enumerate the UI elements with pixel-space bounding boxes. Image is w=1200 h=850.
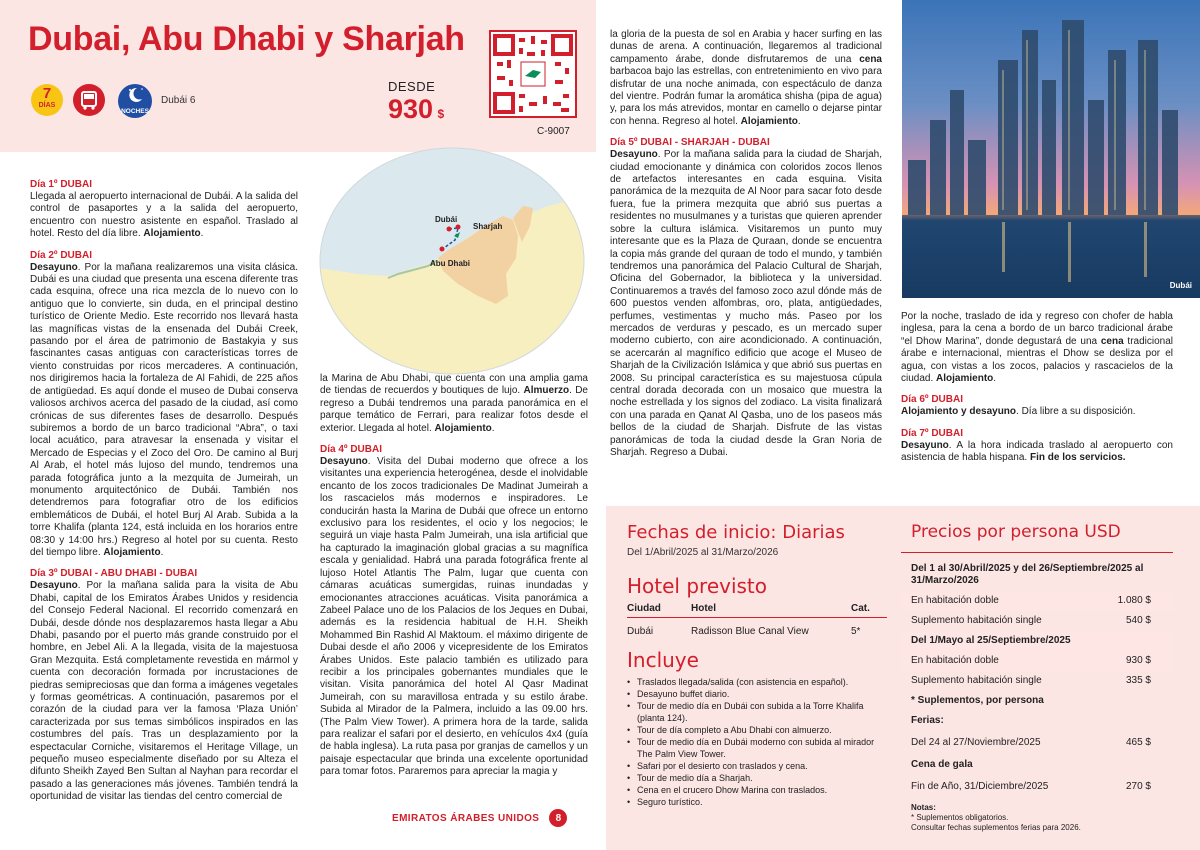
day-description: Alojamiento y desayuno. Día libre a su disposición. — [901, 406, 1136, 418]
price-row-value: 335 $ — [1125, 675, 1151, 686]
prices-block — [901, 522, 1173, 833]
day-list — [610, 136, 882, 459]
list-item: • Cena en el crucero Dhow Marina con traslados. — [627, 784, 887, 796]
map-label-sharjah: Sharjah — [473, 222, 503, 231]
price-row-value: 540 $ — [1125, 615, 1151, 626]
footer-country: EMIRATOS ÁRABES UNIDOS — [392, 812, 540, 824]
day-description: Desayuno. Por la mañana realizaremos una visita clásica. Dubái es una ciudad que presenta una escena diferente tras cada esquina, ofrece una rica mezcla de lo nuevo con lo antiguo que lo convierte, sin duda, en el principal destino turístico de Oriente Medio. Este recorrido nos llevará hasta las magníficas vistas de la ensenada del Dubái Creek, pasando por el área de patrimonio de Bastakyia y sus fascinantes casas antiguas con características torres de viento construidas por ricos mercaderes. A continuación, nos dirigiremos hacia la fortaleza de Al Fahidi, de 225 años de antigüedad. Es aquí donde el museo de Dubai conserva valiosos archivos acerca del pasado de la ciudad, así como crónicas de sus diferentes fases de desarrollo. Después subiremos a bordo de un barco tradicional “Abra”, o taxi local acuático, para atravesar la ensenada y visitar el Mercado de Especias y el Zoco del Oro. De camino al Burj Al Arab, el hotel más lujoso del mundo, tendremos una parada fotográfica junto a la mezquita de Jumeirah, un monumento arquitectónico de Dubái. También nos detendremos para fotografiar otro de los edificios emblemáticos de Dubái, el hotel Burj Al Arab. Subida a la torre Khalifa (planta 124, está incluida en los horarios entre 08:30 y 14:00 hrs.) Regreso al hotel por su cuenta. Resto del tiempo libre. Alojamiento. — [30, 261, 298, 558]
dates-block — [627, 522, 887, 558]
price-row-value: 930 $ — [1125, 655, 1151, 666]
note-line: * Suplementos obligatorios. — [911, 813, 1009, 822]
day-list — [30, 178, 298, 804]
notes-title: Notas: — [911, 803, 936, 812]
day-title: Día 3º DUBAI - ABU DHABI - DUBAI — [30, 568, 198, 580]
price-row-label: Suplemento habitación single — [911, 615, 1042, 626]
dubai-photo — [902, 0, 1200, 298]
day-title: Día 7º DUBAI — [901, 427, 963, 439]
price-number: 930 — [388, 94, 434, 124]
supplements-title: * Suplementos, por persona — [911, 695, 1044, 706]
day-4-continuation: la gloria de la puesta de sol en Arabia y hacer surfing en las dunas de arena. A continuación, llegaremos al tradicional campamento árabe, donde disfrutaremos de una cena barbacoa bajo las estrellas, con entretenimiento en vivo para disfrutar de una noche animada, con espectáculo de danza del vientre. Podrán fumar la aromática shisha (pipa de agua) y, para los más atrevidos, montar en camello o dejarse pintar con henna. Regreso al hotel. Alojamiento. — [610, 29, 882, 127]
bus-icon — [73, 84, 105, 116]
hotel-name: Radisson Blue Canal View — [691, 626, 809, 637]
hotel-title: Hotel previsto — [627, 574, 768, 598]
map — [318, 146, 586, 376]
itinerary-column-3 — [610, 29, 882, 459]
day-3-continuation: la Marina de Abu Dhabi, que cuenta con una amplia gama de tiendas de recuerdos y boutiques de lujo. Almuerzo. De regreso a Dubái tendremos una parada panorámica en el parque temático de Ferrari, para realizar fotos desde el exterior. Llegada al hotel. Alojamiento. — [320, 373, 588, 434]
price-row — [901, 671, 1173, 691]
marker-dubai — [447, 227, 452, 232]
list-item: • Safari por el desierto con traslados y cena. — [627, 760, 887, 772]
day-title: Día 2º DUBAI — [30, 249, 92, 261]
dates-range: Del 1/Abril/2025 al 31/Marzo/2026 — [627, 547, 779, 558]
list-item: • Seguro turístico. — [627, 796, 887, 808]
days-badge — [31, 84, 63, 116]
list-item: • Tour de medio día en Dubái con subida a la Torre Khalifa (planta 124). — [627, 700, 887, 724]
list-item: • Tour de día completo a Abu Dhabi con almuerzo. — [627, 724, 887, 736]
day-title: Día 1º DUBAI — [30, 179, 92, 190]
price-row-value: 1.080 $ — [1117, 595, 1151, 606]
day-list — [320, 443, 588, 779]
list-item: • Traslados llegada/salida (con asistencia en español). — [627, 676, 887, 688]
price-period-2: Del 1/Mayo al 25/Septiembre/2025 — [901, 631, 1173, 651]
price-row-label: En habitación doble — [911, 595, 999, 606]
hotel-table — [627, 600, 887, 645]
marker-abudhabi — [440, 247, 445, 252]
includes-block — [627, 648, 887, 808]
list-item: • Tour de medio día a Sharjah. — [627, 772, 887, 784]
day-title: Día 4º DUBAI — [320, 444, 382, 456]
day-description: Desayuno. Por la mañana salida para la ciudad de Sharjah, ciudad emocionante y dinámica con coloridos zocos llenos de artefactos interesantes en cada esquina. Visita panorámica de la mezquita de Al Noor para sacar foto desde fuera, fue la primera mezquita que abrió sus puertas a residentes no musulmanes y a turistas que quieren aprender sobre la cultura islámica. Visitaremos un punto muy interesante que es la Plaza de Quraan, donde se encuentra la copia más grande del quraan de todo el mundo, y también tendremos una panorámica del Palacio Cultural de Sharjah, Oficina del Gobernador, la biblioteca y la universidad. Continuaremos a través del famoso zoco azul dónde más de 600 puestos venden alfombras, oro, plata, antigüedades, perfumes, vestimentas y mucho más. Paseo por los mercados de verduras y pescado, es un mercado super moderno cubierto, con aire acondicionado. A continuación, se acercarán al magnífico edificio que acoge el Museo de Sharjah de la Civilización Islámica y que abrió sus puertas en 2008. Su principal característica es su majestuosa cúpula central dorada decorada con un mosaico que muestra la noche estrellada y los signos del zodiaco. La visita finalizará con una parada en Qanat Al Qasba, uno de los paseos más bellos de la ciudad de Sharjah. Disfrute de las vistas panorámicas de toda la ciudad desde la Gran Noria de Sharjah. Regreso a Dubai. — [610, 149, 882, 458]
price-row-value: 465 $ — [1125, 737, 1151, 748]
hotel-col-cat: Cat. — [851, 600, 887, 618]
tour-code: C-9007 — [537, 126, 570, 137]
price-row-label: Fin de Año, 31/Diciembre/2025 — [911, 781, 1049, 792]
dates-title: Fechas de inicio: Diarias — [627, 522, 845, 543]
day-title: Día 5º DUBAI - SHARJAH - DUBAI — [610, 137, 770, 149]
price-value — [388, 94, 444, 125]
page-title: Dubai, Abu Dhabi y Sharjah — [28, 20, 465, 58]
days-number: 7 — [42, 85, 52, 102]
price-row-label: Suplemento habitación single — [911, 675, 1042, 686]
price-label: DESDE — [388, 79, 436, 94]
price-row-value: 270 $ — [1125, 781, 1151, 792]
marker-sharjah — [456, 225, 461, 230]
nights-label: NOCHES — [121, 108, 149, 115]
map-label-dubai: Dubái — [435, 215, 458, 224]
list-item: • Tour de medio día en Dubái moderno con subida al mirador The Palm View Tower. — [627, 736, 887, 760]
includes-title: Incluye — [627, 648, 699, 672]
note-line: Consultar fechas suplementos ferias para 2026. — [911, 823, 1081, 832]
hotel-city: Dubái — [627, 626, 654, 637]
nights-badge — [118, 84, 152, 118]
includes-list — [627, 676, 887, 808]
hotel-category: 5* — [851, 626, 861, 637]
price-row — [901, 775, 1173, 799]
day-description: Desayuno. Visita del Dubai moderno que ofrece a los visitantes una experiencia heterogénea, desde el inolvidable encanto de los zocos tradicionales De Madinat Jumeirah a los rascacielos más modernos e inspiradores. Le conducirán hasta la Marina de Dubái que ofrece un entorno exclusivo para los residentes, el ocio y los negocios; le seguirá un viaje hasta Palm Jumeirah, una isla artificial que ha capturado la imaginación global gracias a su magnífica escala y genialidad. Habrá una parada fotográfica frente al lujoso Hotel Atlantis The Palm, lugar que cuenta con cámaras acuáticas sumergidas, ruinas inundadas y emocionantes atracciones acuáticas. Visita panorámica a Zabeel Palace uno de los Palacios de los Jeques en Dubai, además es la residencia habitual de H.H. Sheikh Mohammed Bin Rashid Al Maktoum. el máximo dirigente de Dubai desde el año 2006 y vicepresidente de los Emiratos Árabes Unidos. Este palacio también es utilizado para recibir a los principales gobernantes mundiales que le visitan. Visita panorámica del hotel Al Qasr Madinat Jumeirah, con su maravillosa entrada y su estilo árabe. Subida al Mirador de la Palmera, incluido a las 09.00 hrs. (The Palm View Tower). A primera hora de la tarde, salida para realizar el safari por el desierto, en vehículos 4x4 (guía de habla inglesa). La ruta pasa por granjas de camellos y un paisaje espectacular que brinda una excelente oportunidad para tomar fotos. Pararemos para apreciar la magia y — [320, 456, 588, 778]
gala-title: Cena de gala — [911, 759, 973, 770]
day-description: Desayuno. A la hora indicada traslado al aeropuerto con asistencia de habla hispana. Fin de los servicios. — [901, 439, 1173, 464]
price-row — [901, 731, 1173, 755]
day-description: Desayuno. Por la mañana salida para la visita de Abu Dhabi, capital de los Emiratos Árabes Unidos y residencia del Consejo Federal Nacional. El recorrido comenzará en Dubái, desde dónde nos desplazaremos hasta llegar a Abu Dhabi, pasando por el puerto más grande construido por el hombre, en Jebel Ali. A la llegada, visita de la majestuosa Gran Mezquita. Está completamente revestida en mármol y cuenta con decoración formada por incrustaciones de piedras semipreciosas que dan forma a imágenes vegetales y formas geométricas. A continuación, pasaremos por el corazón de la ciudad para ver la famosa ‘Plaza Unión’ caracterizada por sus temas simbólicos inspirados en las costumbres del país. Tras un desplazamiento por la espectacular Corniche, visitaremos el Heritage Village, un pequeño museo especialmente diseñado por su Alteza el difunto Sheikh Zayed Ben Sultan al Nayhan para recordar el pasado a las generaciones más jóvenes. También tendrá la oportunidad de visitar las tiendas del centro comercial de — [30, 580, 298, 803]
itinerary-column-2 — [320, 373, 588, 779]
hotel-col-hotel: Hotel — [691, 600, 851, 618]
list-item: • Desayuno buffet diario. — [627, 688, 887, 700]
qr-code — [489, 30, 577, 118]
price-row-label: Del 24 al 27/Noviembre/2025 — [911, 737, 1041, 748]
hotel-col-city: Ciudad — [627, 600, 691, 618]
page-number: 8 — [549, 809, 567, 827]
price-period-1: Del 1 al 30/Abril/2025 y del 26/Septiembre/2025 al 31/Marzo/2026 — [911, 563, 1144, 586]
map-label-abudhabi: Abu Dhabi — [430, 259, 470, 268]
price-row — [901, 651, 1173, 671]
day-title: Día 6º DUBAI — [901, 394, 963, 406]
hotel-block — [627, 574, 887, 645]
price-row — [901, 591, 1173, 611]
day-5-continuation: Por la noche, traslado de ida y regreso con chofer de habla inglesa, para la cena a bordo de un barco tradicional árabe “el Dhow Marina”, donde degustará de una cena tradicional árabe e internacional, mientras el Dhow se desliza por el agua, con vistas a los zocos, palacios y rascacielos de la ciudad. Alojamiento. — [901, 311, 1173, 385]
table-row — [627, 618, 887, 646]
price-row — [901, 611, 1173, 631]
moon-icon — [118, 84, 152, 106]
ferias-title: Ferias: — [911, 715, 944, 726]
notes — [901, 803, 1173, 833]
itinerary-column-1 — [30, 178, 298, 804]
nights-text: Dubái 6 — [161, 95, 196, 106]
day-list — [901, 393, 1173, 464]
days-label: DÍAS — [38, 102, 56, 109]
itinerary-column-4 — [901, 311, 1173, 465]
price-row-label: En habitación doble — [911, 655, 999, 666]
footer — [392, 808, 592, 828]
day-description: Llegada al aeropuerto internacional de Dubái. A la salida del control de pasaportes y a la salida del aeropuerto, encuentro con nuestro asistente en español. Traslado al hotel. Resto del día libre. Alojamiento. — [30, 191, 298, 240]
prices-title: Precios por persona USD — [901, 522, 1173, 553]
price-currency: $ — [437, 107, 445, 121]
photo-caption: Dubái — [1169, 281, 1192, 290]
